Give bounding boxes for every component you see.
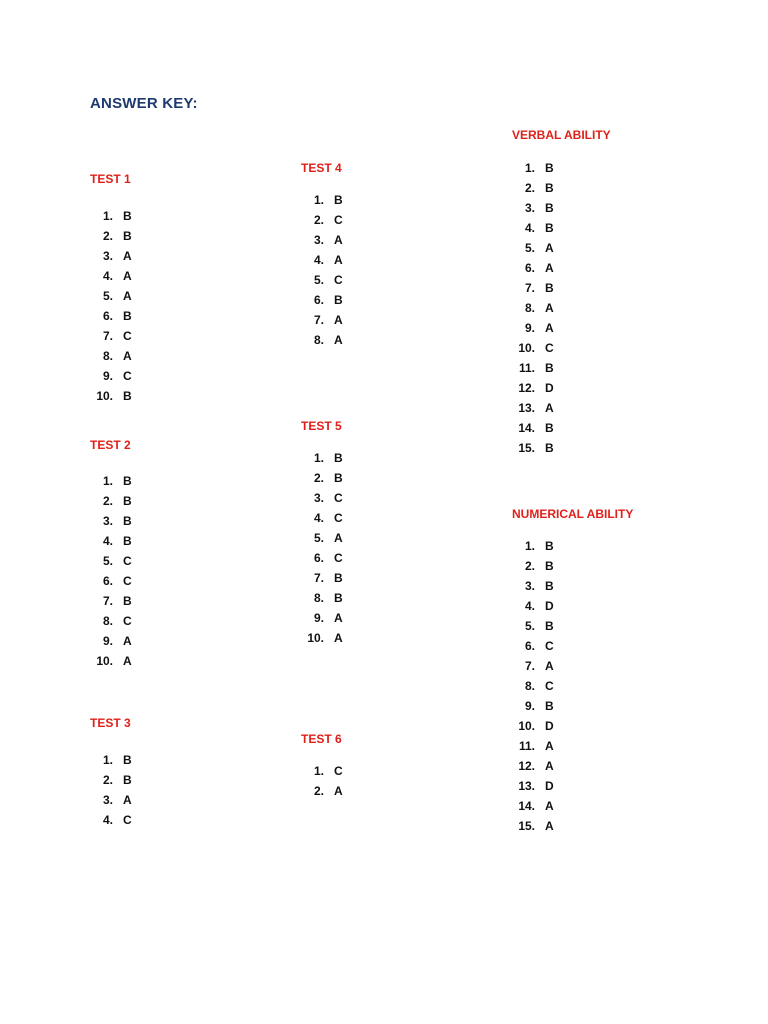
list-item — [507, 318, 611, 338]
item-answer: A — [334, 631, 343, 645]
item-number: 6. — [524, 639, 535, 653]
item-answer: C — [334, 273, 343, 287]
item-answer: B — [334, 193, 343, 207]
item-number: 15. — [518, 441, 535, 455]
item-answer: B — [545, 201, 554, 215]
item-answer: C — [545, 639, 554, 653]
section-heading: TEST 6 — [301, 732, 342, 746]
list-item — [85, 571, 132, 591]
item-number: 7. — [102, 594, 113, 608]
item-number: 2. — [524, 181, 535, 195]
list-item — [507, 676, 633, 696]
list-item — [507, 736, 633, 756]
list-item — [85, 750, 132, 770]
item-number: 8. — [102, 349, 113, 363]
list-item — [296, 588, 343, 608]
item-answer: B — [545, 361, 554, 375]
list-item — [85, 810, 132, 830]
item-number: 8. — [313, 591, 324, 605]
item-answer: B — [123, 389, 132, 403]
item-number: 5. — [524, 241, 535, 255]
list-item — [507, 258, 611, 278]
item-number: 3. — [102, 514, 113, 528]
item-number: 1. — [102, 209, 113, 223]
item-answer: D — [545, 381, 554, 395]
item-number: 2. — [313, 784, 324, 798]
item-answer: C — [334, 551, 343, 565]
list-item — [85, 611, 132, 631]
item-number: 9. — [524, 699, 535, 713]
item-answer: B — [545, 221, 554, 235]
item-number: 15. — [518, 819, 535, 833]
item-number: 14. — [518, 799, 535, 813]
item-number: 1. — [524, 539, 535, 553]
item-number: 2. — [102, 229, 113, 243]
item-answer: A — [123, 269, 132, 283]
item-answer: B — [545, 281, 554, 295]
answer-list — [85, 206, 132, 406]
list-item — [507, 816, 633, 836]
item-number: 9. — [524, 321, 535, 335]
item-answer: A — [123, 289, 132, 303]
item-number: 6. — [102, 309, 113, 323]
list-item — [507, 636, 633, 656]
list-item — [507, 796, 633, 816]
item-answer: A — [334, 333, 343, 347]
item-number: 6. — [524, 261, 535, 275]
item-answer: A — [334, 784, 343, 798]
list-item — [296, 230, 343, 250]
item-number: 10. — [96, 654, 113, 668]
item-answer: C — [545, 341, 554, 355]
list-item — [296, 568, 343, 588]
item-answer: B — [123, 753, 132, 767]
answer-list — [85, 471, 132, 671]
item-number: 6. — [102, 574, 113, 588]
list-item — [296, 548, 343, 568]
list-item — [507, 218, 611, 238]
item-answer: B — [545, 699, 554, 713]
list-item — [85, 631, 132, 651]
list-item — [85, 346, 132, 366]
item-answer: D — [545, 779, 554, 793]
list-item — [507, 596, 633, 616]
list-item — [507, 338, 611, 358]
list-item — [507, 536, 633, 556]
item-answer: A — [545, 241, 554, 255]
section-heading: TEST 3 — [90, 716, 131, 730]
list-item — [507, 178, 611, 198]
item-answer: C — [334, 213, 343, 227]
answer-list — [296, 190, 343, 350]
list-item — [85, 551, 132, 571]
item-number: 3. — [102, 793, 113, 807]
item-answer: C — [334, 491, 343, 505]
item-answer: B — [334, 591, 343, 605]
list-item — [85, 246, 132, 266]
item-answer: A — [334, 253, 343, 267]
item-answer: A — [545, 819, 554, 833]
list-item — [85, 511, 132, 531]
item-number: 6. — [313, 293, 324, 307]
item-answer: B — [123, 773, 132, 787]
list-item — [296, 210, 343, 230]
section-test-3 — [90, 716, 132, 830]
item-number: 7. — [102, 329, 113, 343]
list-item — [296, 270, 343, 290]
list-item — [507, 696, 633, 716]
item-answer: C — [123, 813, 132, 827]
item-number: 11. — [518, 361, 535, 375]
item-number: 1. — [313, 764, 324, 778]
list-item — [85, 326, 132, 346]
item-answer: A — [123, 249, 132, 263]
item-number: 1. — [102, 474, 113, 488]
list-item — [296, 290, 343, 310]
item-number: 4. — [313, 511, 324, 525]
section-test-2 — [90, 438, 132, 671]
list-item — [507, 398, 611, 418]
item-answer: B — [334, 451, 343, 465]
list-item — [296, 761, 343, 781]
answer-list — [296, 761, 343, 801]
item-answer: B — [123, 474, 132, 488]
list-item — [296, 628, 343, 648]
item-answer: A — [334, 233, 343, 247]
item-number: 5. — [313, 531, 324, 545]
item-number: 9. — [102, 634, 113, 648]
section-heading: TEST 2 — [90, 438, 131, 452]
section-test-5 — [301, 419, 343, 648]
list-item — [296, 781, 343, 801]
item-number: 3. — [524, 201, 535, 215]
list-item — [507, 616, 633, 636]
item-number: 2. — [102, 494, 113, 508]
item-number: 1. — [313, 193, 324, 207]
item-answer: C — [334, 511, 343, 525]
list-item — [296, 330, 343, 350]
item-answer: A — [545, 401, 554, 415]
list-item — [507, 238, 611, 258]
page-title: ANSWER KEY: — [90, 95, 198, 112]
item-number: 4. — [102, 813, 113, 827]
item-number: 3. — [102, 249, 113, 263]
section-heading: VERBAL ABILITY — [512, 128, 611, 142]
list-item — [85, 226, 132, 246]
item-answer: C — [123, 574, 132, 588]
item-number: 13. — [518, 779, 535, 793]
list-item — [507, 278, 611, 298]
answer-list — [507, 158, 611, 458]
item-answer: B — [334, 471, 343, 485]
item-number: 11. — [518, 739, 535, 753]
item-number: 7. — [524, 659, 535, 673]
section-test-4 — [301, 161, 343, 350]
item-number: 1. — [313, 451, 324, 465]
section-numerical-ability — [512, 507, 633, 836]
list-item — [85, 531, 132, 551]
item-answer: A — [545, 659, 554, 673]
item-answer: C — [334, 764, 343, 778]
item-number: 2. — [313, 471, 324, 485]
item-number: 3. — [524, 579, 535, 593]
item-number: 10. — [518, 341, 535, 355]
item-number: 7. — [524, 281, 535, 295]
item-answer: B — [545, 181, 554, 195]
list-item — [85, 790, 132, 810]
list-item — [507, 198, 611, 218]
item-answer: A — [545, 301, 554, 315]
list-item — [507, 556, 633, 576]
item-number: 4. — [102, 269, 113, 283]
item-number: 2. — [313, 213, 324, 227]
item-answer: B — [123, 514, 132, 528]
item-number: 10. — [518, 719, 535, 733]
list-item — [85, 386, 132, 406]
item-number: 7. — [313, 313, 324, 327]
section-test-1 — [90, 172, 132, 406]
item-answer: B — [545, 619, 554, 633]
item-answer: C — [123, 614, 132, 628]
item-answer: A — [545, 759, 554, 773]
item-answer: B — [545, 161, 554, 175]
item-number: 8. — [313, 333, 324, 347]
item-number: 13. — [518, 401, 535, 415]
list-item — [85, 286, 132, 306]
section-heading: TEST 4 — [301, 161, 342, 175]
item-answer: A — [545, 261, 554, 275]
item-answer: A — [123, 654, 132, 668]
item-answer: A — [334, 313, 343, 327]
item-number: 12. — [518, 759, 535, 773]
list-item — [507, 716, 633, 736]
item-number: 6. — [313, 551, 324, 565]
list-item — [296, 488, 343, 508]
answer-list — [296, 448, 343, 648]
list-item — [507, 298, 611, 318]
item-number: 5. — [102, 289, 113, 303]
item-answer: B — [123, 209, 132, 223]
item-number: 5. — [524, 619, 535, 633]
answer-list — [507, 536, 633, 836]
item-answer: A — [334, 531, 343, 545]
item-number: 1. — [102, 753, 113, 767]
list-item — [296, 448, 343, 468]
list-item — [507, 418, 611, 438]
item-number: 10. — [307, 631, 324, 645]
item-number: 8. — [524, 679, 535, 693]
item-answer: B — [545, 579, 554, 593]
item-number: 4. — [524, 221, 535, 235]
answer-list — [85, 750, 132, 830]
list-item — [507, 756, 633, 776]
section-test-6 — [301, 732, 343, 801]
item-answer: B — [123, 534, 132, 548]
item-answer: A — [123, 793, 132, 807]
item-number: 5. — [313, 273, 324, 287]
item-answer: B — [334, 571, 343, 585]
list-item — [296, 250, 343, 270]
item-number: 7. — [313, 571, 324, 585]
item-answer: B — [545, 559, 554, 573]
list-item — [85, 206, 132, 226]
item-answer: B — [123, 229, 132, 243]
item-number: 12. — [518, 381, 535, 395]
list-item — [85, 591, 132, 611]
item-answer: A — [123, 349, 132, 363]
list-item — [507, 158, 611, 178]
item-number: 10. — [96, 389, 113, 403]
item-answer: A — [545, 739, 554, 753]
list-item — [296, 608, 343, 628]
item-answer: A — [545, 321, 554, 335]
item-answer: C — [123, 329, 132, 343]
section-heading: NUMERICAL ABILITY — [512, 507, 634, 521]
list-item — [85, 266, 132, 286]
list-item — [85, 770, 132, 790]
item-answer: B — [123, 594, 132, 608]
item-answer: B — [545, 441, 554, 455]
item-answer: A — [545, 799, 554, 813]
list-item — [85, 651, 132, 671]
list-item — [296, 310, 343, 330]
item-number: 3. — [313, 491, 324, 505]
list-item — [296, 508, 343, 528]
item-number: 8. — [524, 301, 535, 315]
item-answer: D — [545, 719, 554, 733]
list-item — [507, 378, 611, 398]
item-answer: C — [123, 369, 132, 383]
section-verbal-ability — [512, 128, 611, 458]
list-item — [507, 358, 611, 378]
item-number: 8. — [102, 614, 113, 628]
item-answer: B — [123, 494, 132, 508]
item-answer: B — [545, 421, 554, 435]
item-number: 3. — [313, 233, 324, 247]
item-number: 9. — [102, 369, 113, 383]
list-item — [507, 576, 633, 596]
item-answer: B — [123, 309, 132, 323]
item-answer: B — [545, 539, 554, 553]
item-answer: A — [334, 611, 343, 625]
item-answer: B — [334, 293, 343, 307]
item-number: 4. — [313, 253, 324, 267]
item-number: 14. — [518, 421, 535, 435]
item-number: 4. — [524, 599, 535, 613]
list-item — [85, 366, 132, 386]
list-item — [296, 528, 343, 548]
item-answer: C — [123, 554, 132, 568]
list-item — [296, 190, 343, 210]
list-item — [507, 656, 633, 676]
list-item — [85, 306, 132, 326]
list-item — [507, 776, 633, 796]
item-number: 1. — [524, 161, 535, 175]
item-answer: C — [545, 679, 554, 693]
item-answer: D — [545, 599, 554, 613]
list-item — [507, 438, 611, 458]
item-number: 2. — [102, 773, 113, 787]
list-item — [296, 468, 343, 488]
item-answer: A — [123, 634, 132, 648]
item-number: 2. — [524, 559, 535, 573]
list-item — [85, 471, 132, 491]
item-number: 5. — [102, 554, 113, 568]
item-number: 9. — [313, 611, 324, 625]
list-item — [85, 491, 132, 511]
section-heading: TEST 5 — [301, 419, 342, 433]
item-number: 4. — [102, 534, 113, 548]
section-heading: TEST 1 — [90, 172, 131, 186]
